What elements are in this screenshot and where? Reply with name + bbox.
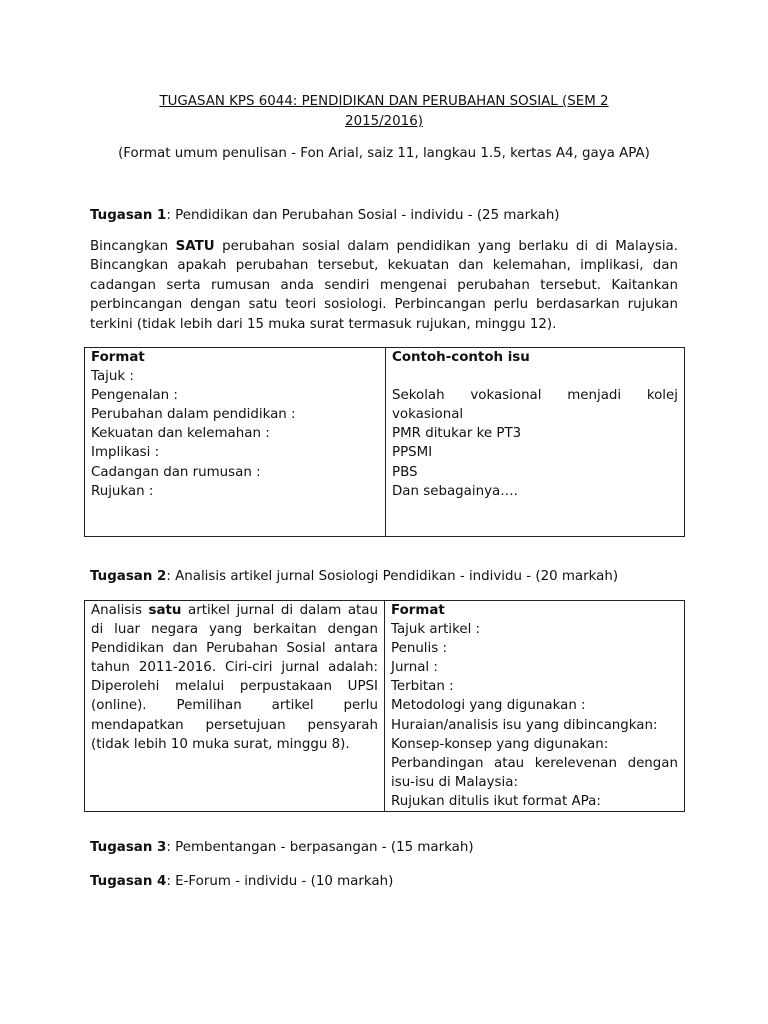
task1-example-item: Sekolah vokasional menjadi kolej xyxy=(392,388,678,404)
task1-format-item: Pengenalan : xyxy=(91,388,178,404)
task2-desc-line: tahun 2011-2016. Ciri-ciri jurnal adalah: xyxy=(91,660,378,676)
task2-desc-line: (tidak lebih 10 muka surat, minggu 8). xyxy=(91,736,350,752)
task1-example-item-cont: vokasional xyxy=(392,407,464,423)
task2-format-item-cont: isu-isu di Malaysia: xyxy=(391,774,518,790)
task2-format-item: Huraian/analisis isu yang dibincangkan: xyxy=(391,717,658,733)
task1-para-l1-pre: Bincangkan xyxy=(90,239,176,254)
task1-format-cell xyxy=(85,348,386,537)
task2-table xyxy=(84,600,685,812)
task1-example-item: PBS xyxy=(392,464,418,480)
task2-desc-l1-post: artikel jurnal di dalam atau xyxy=(181,603,378,618)
task2-format-header: Format xyxy=(391,603,445,618)
task2-format-item: Konsep-konsep yang digunakan: xyxy=(391,736,609,752)
blank-line xyxy=(392,367,678,386)
format-note: (Format umum penulisan - Fon Arial, saiz 11, langkau 1.5, kertas A4, gaya APA) xyxy=(118,146,650,161)
task1-example-item: PMR ditukar ke PT3 xyxy=(392,426,522,442)
task2-format-item: Metodologi yang digunakan : xyxy=(391,698,586,714)
task2-format-item: Terbitan : xyxy=(391,679,454,695)
task2-format-item: Tajuk artikel : xyxy=(391,622,481,638)
task3-label: Tugasan 3 xyxy=(90,840,167,855)
task1-format-item: Perubahan dalam pendidikan : xyxy=(91,407,296,423)
task2-format-item: Penulis : xyxy=(391,641,447,657)
task1-para-line-3: cadangan serta rumusan anda sendiri mengenai perubahan tersebut. Kaitankan xyxy=(90,277,678,293)
task2-format-cell xyxy=(385,601,685,812)
task2-desc-line: Pendidikan dan Perubahan Sosial antara xyxy=(91,641,378,657)
task2-text: : Analisis artikel jurnal Sosiologi Pendidikan - individu - (20 markah) xyxy=(166,569,619,584)
task4-text: : E-Forum - individu - (10 markah) xyxy=(166,874,394,889)
task2-format-item: Jurnal : xyxy=(391,660,438,676)
task1-para-line-1 xyxy=(90,237,678,256)
task2-desc-line: Diperolehi melalui perpustakaan UPSI xyxy=(91,679,378,695)
task2-desc-line xyxy=(91,601,378,620)
task1-para-l1-bold: SATU xyxy=(175,239,215,254)
document-title xyxy=(100,92,668,132)
task1-format-item: Tajuk : xyxy=(91,369,134,385)
task1-label: Tugasan 1 xyxy=(90,208,167,223)
task1-para-line-5: terkini (tidak lebih dari 15 muka surat termasuk rujukan, minggu 12). xyxy=(90,316,557,332)
task1-examples-header: Contoh-contoh isu xyxy=(392,350,530,365)
task1-format-item: Implikasi : xyxy=(91,445,160,461)
task2-desc-l1-pre: Analisis xyxy=(91,603,149,618)
task2-format-item: Rujukan ditulis ikut format APa: xyxy=(391,793,601,809)
task1-table xyxy=(84,347,685,537)
task2-desc-line: (online). Pemilihan artikel perlu xyxy=(91,698,378,714)
task1-heading xyxy=(90,206,560,225)
task2-description-cell xyxy=(85,601,385,812)
task2-label: Tugasan 2 xyxy=(90,569,167,584)
task1-para-line-2: Bincangkan apakah perubahan tersebut, kekuatan dan kelemahan, implikasi, dan xyxy=(90,258,678,274)
task1-format-item: Kekuatan dan kelemahan : xyxy=(91,426,270,442)
task2-desc-line: mendapatkan persetujuan pensyarah xyxy=(91,717,378,733)
task1-para-l1-post: perubahan sosial dalam pendidikan yang berlaku di di Malaysia. xyxy=(214,239,679,254)
task3-text: : Pembentangan - berpasangan - (15 markah) xyxy=(166,840,474,855)
task3-heading xyxy=(90,838,474,857)
task1-format-header: Format xyxy=(91,350,145,365)
title-line-1: TUGASAN KPS 6044: PENDIDIKAN DAN PERUBAHAN SOSIAL (SEM 2 xyxy=(159,94,609,109)
task1-paragraph xyxy=(90,237,678,334)
title-line-2: 2015/2016) xyxy=(345,114,423,129)
task2-desc-line: di luar negara yang berkaitan dengan xyxy=(91,622,378,638)
task2-format-item: Perbandingan atau kerelevenan dengan xyxy=(391,755,678,771)
task2-heading xyxy=(90,567,618,586)
task4-heading xyxy=(90,872,393,891)
task1-text: : Pendidikan dan Perubahan Sosial - individu - (25 markah) xyxy=(166,208,560,223)
task1-example-item: Dan sebagainya…. xyxy=(392,483,518,499)
task1-format-item: Cadangan dan rumusan : xyxy=(91,464,261,480)
task1-para-line-4: perbincangan dengan satu teori sosiologi. Perbincangan perlu berdasarkan rujukan xyxy=(90,297,678,313)
task2-desc-l1-bold: satu xyxy=(148,603,182,618)
task4-label: Tugasan 4 xyxy=(90,874,167,889)
task1-example-item: PPSMI xyxy=(392,445,433,461)
task1-examples-cell xyxy=(386,348,685,537)
task1-format-item: Rujukan : xyxy=(91,483,154,499)
